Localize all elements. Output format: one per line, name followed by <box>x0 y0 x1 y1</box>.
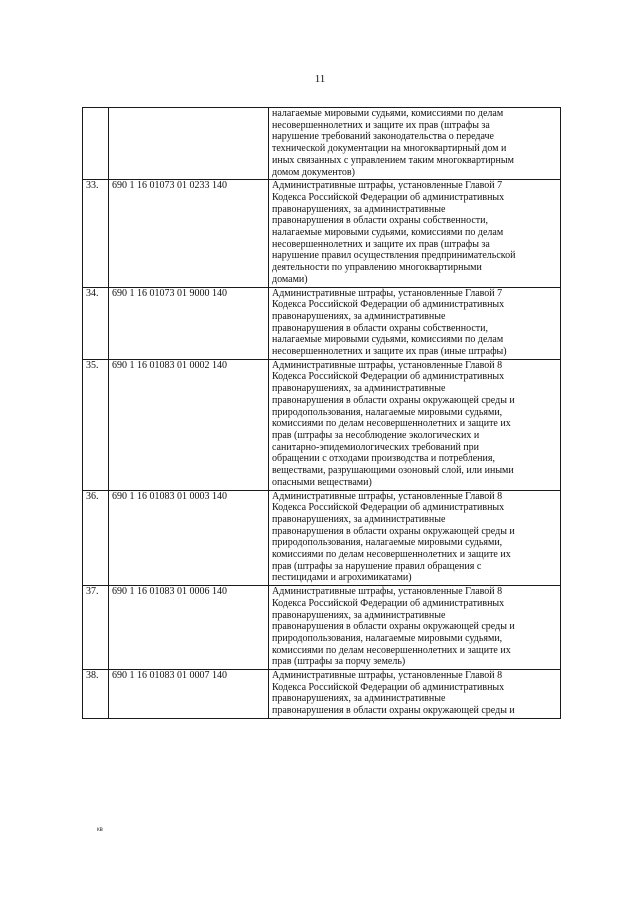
row-number: 36. <box>83 490 109 586</box>
budget-code: 690 1 16 01083 01 0003 140 <box>109 490 269 586</box>
row-number: 38. <box>83 670 109 719</box>
table-body <box>83 108 561 719</box>
fine-description: Административные штрафы, установленные Главой 8 Кодекса Российской Федерации об административных правонарушениях, за административные правонарушения в области охраны окружающей среды и природопользования, налагаемые мировыми судьями, комиссиями по делам несовершеннолетних и защите их прав (штрафы за несоблюдение экологических и санитарно-эпидемиологических требований при обращении с отходами производства и потребления, веществами, разрушающими озоновый слой, или иными опасными веществами) <box>269 359 561 490</box>
footer-mark: кв <box>97 827 103 833</box>
fine-description: Административные штрафы, установленные Главой 8 Кодекса Российской Федерации об административных правонарушениях, за административные правонарушения в области охраны окружающей среды и <box>269 670 561 719</box>
fine-description: Административные штрафы, установленные Главой 7 Кодекса Российской Федерации об административных правонарушениях, за административные правонарушения в области охраны собственности, налагаемые мировыми судьями, комиссиями по делам несовершеннолетних и защите их прав (иные штрафы) <box>269 287 561 359</box>
row-number: 35. <box>83 359 109 490</box>
row-number: 34. <box>83 287 109 359</box>
budget-code: 690 1 16 01083 01 0007 140 <box>109 670 269 719</box>
budget-code: 690 1 16 01073 01 0233 140 <box>109 180 269 287</box>
fine-description: Административные штрафы, установленные Главой 7 Кодекса Российской Федерации об административных правонарушениях, за административные правонарушения в области охраны собственности, налагаемые мировыми судьями, комиссиями по делам несовершеннолетних и защите их прав (штрафы за нарушение правил осуществления предпринимательской деятельности по управлению многоквартирными домами) <box>269 180 561 287</box>
fine-description: налагаемые мировыми судьями, комиссиями по делам несовершеннолетних и защите их прав (штрафы за нарушение требований законодательства о передаче технической документации на многоквартирный дом и иных связанных с управлением таким многоквартирным домом документов) <box>269 108 561 180</box>
row-number: 33. <box>83 180 109 287</box>
fine-description: Административные штрафы, установленные Главой 8 Кодекса Российской Федерации об административных правонарушениях, за административные правонарушения в области охраны окружающей среды и природопользования, налагаемые мировыми судьями, комиссиями по делам несовершеннолетних и защите их прав (штрафы за нарушение правил обращения с пестицидами и агрохимикатами) <box>269 490 561 586</box>
budget-code: 690 1 16 01083 01 0006 140 <box>109 586 269 670</box>
row-number: 37. <box>83 586 109 670</box>
fine-description: Административные штрафы, установленные Главой 8 Кодекса Российской Федерации об административных правонарушениях, за административные правонарушения в области охраны окружающей среды и природопользования, налагаемые мировыми судьями, комиссиями по делам несовершеннолетних и защите их прав (штрафы за порчу земель) <box>269 586 561 670</box>
table-row <box>83 359 561 490</box>
budget-code: 690 1 16 01073 01 9000 140 <box>109 287 269 359</box>
page-number: 11 <box>314 73 326 85</box>
table-row <box>83 108 561 180</box>
table-row <box>83 490 561 586</box>
table-row <box>83 670 561 719</box>
table-row <box>83 180 561 287</box>
row-number <box>83 108 109 180</box>
table-row <box>83 287 561 359</box>
budget-code: 690 1 16 01083 01 0002 140 <box>109 359 269 490</box>
table-row <box>83 586 561 670</box>
budget-code <box>109 108 269 180</box>
budget-codes-table <box>82 107 561 719</box>
